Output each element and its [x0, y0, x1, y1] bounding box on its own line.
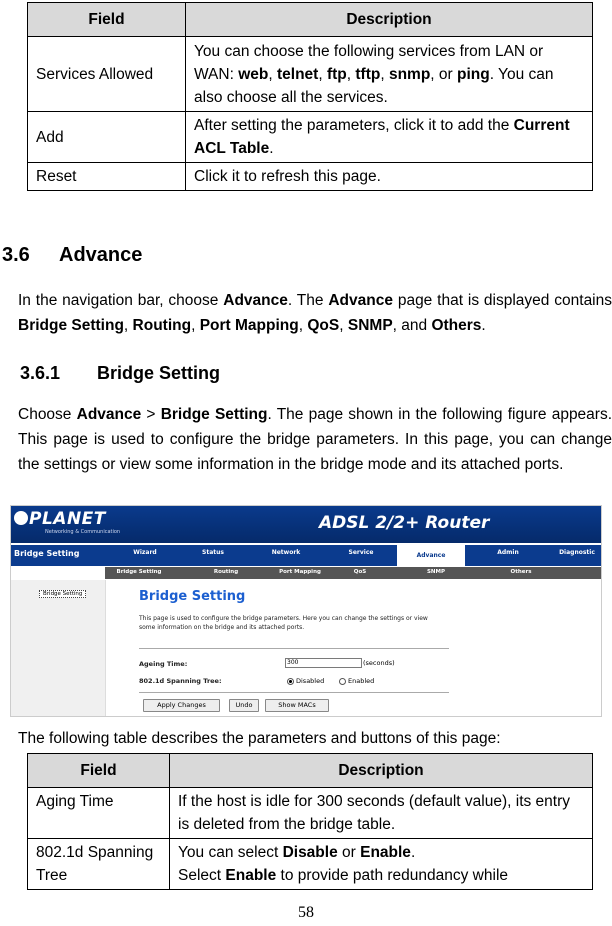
- subtab-others[interactable]: Others: [510, 569, 532, 575]
- show-macs-button[interactable]: Show MACs: [265, 699, 329, 712]
- radio-selected-icon: [287, 678, 294, 685]
- divider: [139, 692, 449, 693]
- tab-status[interactable]: Status: [202, 549, 224, 556]
- header-description: Description: [170, 754, 593, 788]
- brand-logo: PLANET: [29, 509, 106, 529]
- spanning-tree-label: 802.1d Spanning Tree:: [139, 677, 222, 685]
- subsection-heading: [20, 363, 220, 384]
- header-description: Description: [186, 3, 593, 37]
- undo-button[interactable]: Undo: [229, 699, 259, 712]
- ageing-time-label: Ageing Time:: [139, 660, 188, 668]
- page-number: 58: [298, 904, 314, 921]
- divider: [139, 648, 449, 649]
- table-row: [28, 37, 593, 112]
- table-header-row: [28, 3, 593, 37]
- table-row: [28, 112, 593, 163]
- table-row: [28, 163, 593, 191]
- description-cell: Click it to refresh this page.: [186, 163, 593, 191]
- intro-paragraph: In the navigation bar, choose Advance. The Advance page that is displayed contains Bridge Setting, Routing, Port Mapping, QoS, SNMP, and Others.: [18, 292, 612, 334]
- section-heading: [2, 244, 142, 267]
- apply-changes-button[interactable]: Apply Changes: [143, 699, 220, 712]
- tab-admin[interactable]: Admin: [497, 549, 519, 556]
- router-screenshot: [10, 505, 602, 717]
- subtab-snmp[interactable]: SNMP: [426, 569, 446, 575]
- description-cell: You can select Disable or Enable. Select Enable to provide path redundancy while: [170, 839, 593, 890]
- side-item-bridge-setting[interactable]: Bridge Setting: [39, 590, 86, 598]
- description-cell: After setting the parameters, click it to add the Current ACL Table.: [186, 112, 593, 163]
- description-cell: If the host is idle for 300 seconds (default value), its entry is deleted from the bridge table.: [170, 788, 593, 839]
- tab-network[interactable]: Network: [271, 549, 301, 556]
- subtab-bridge-setting[interactable]: Bridge Setting: [116, 569, 162, 575]
- nav-section-label: Bridge Setting: [14, 549, 80, 558]
- following-caption: The following table describes the parameters and buttons of this page:: [18, 730, 501, 747]
- tab-diagnostic[interactable]: Diagnostic: [559, 549, 595, 556]
- tab-wizard[interactable]: Wizard: [133, 549, 157, 556]
- field-cell: Reset: [28, 163, 186, 191]
- brand-tagline: Networking & Communication: [45, 529, 121, 535]
- field-cell: 802.1d Spanning Tree: [28, 839, 170, 890]
- router-banner: [11, 506, 602, 543]
- stp-disabled-radio[interactable]: Disabled: [287, 677, 324, 685]
- planet-logo-icon: [14, 511, 28, 525]
- header-field: Field: [28, 754, 170, 788]
- side-menu: [11, 580, 106, 717]
- tab-advance[interactable]: Advance: [397, 545, 465, 566]
- content-title: Bridge Setting: [139, 589, 246, 604]
- services-table: [27, 2, 593, 191]
- ageing-time-input[interactable]: 300: [285, 658, 362, 668]
- table-row: [28, 839, 593, 890]
- bridge-paragraph: Choose Advance > Bridge Setting. The page shown in the following figure appears. This page is used to configure the bridge parameters. In this page, you can change the settings or view some information in the bridge mode and its attached ports.: [18, 406, 612, 473]
- bridge-params-table: [27, 753, 593, 890]
- product-name: ADSL 2/2+ Router: [319, 513, 490, 533]
- subtab-port-mapping[interactable]: Port Mapping: [279, 569, 321, 575]
- radio-empty-icon: [339, 678, 346, 685]
- tab-service[interactable]: Service: [348, 549, 374, 556]
- table-row: [28, 788, 593, 839]
- field-cell: Add: [28, 112, 186, 163]
- stp-enabled-radio[interactable]: Enabled: [339, 677, 374, 685]
- section-title: Advance: [59, 244, 143, 266]
- subsection-number: 3.6.1: [20, 363, 61, 383]
- table-header-row: [28, 754, 593, 788]
- sub-nav: [105, 567, 602, 579]
- header-field: Field: [28, 3, 186, 37]
- subtab-qos[interactable]: QoS: [353, 569, 367, 575]
- section-number: 3.6: [2, 244, 30, 266]
- field-cell: Services Allowed: [28, 37, 186, 112]
- subsection-title: Bridge Setting: [97, 363, 221, 383]
- description-cell: You can choose the following services from LAN or WAN: web, telnet, ftp, tftp, snmp, or ping. You can also choose all the services.: [186, 37, 593, 112]
- field-cell: Aging Time: [28, 788, 170, 839]
- main-nav: [11, 543, 602, 566]
- subtab-routing[interactable]: Routing: [213, 569, 239, 575]
- ageing-time-unit: (seconds): [363, 659, 395, 667]
- content-description: This page is used to configure the bridge parameters. Here you can change the settings or view some information on the bridge and its attached ports.: [139, 615, 428, 631]
